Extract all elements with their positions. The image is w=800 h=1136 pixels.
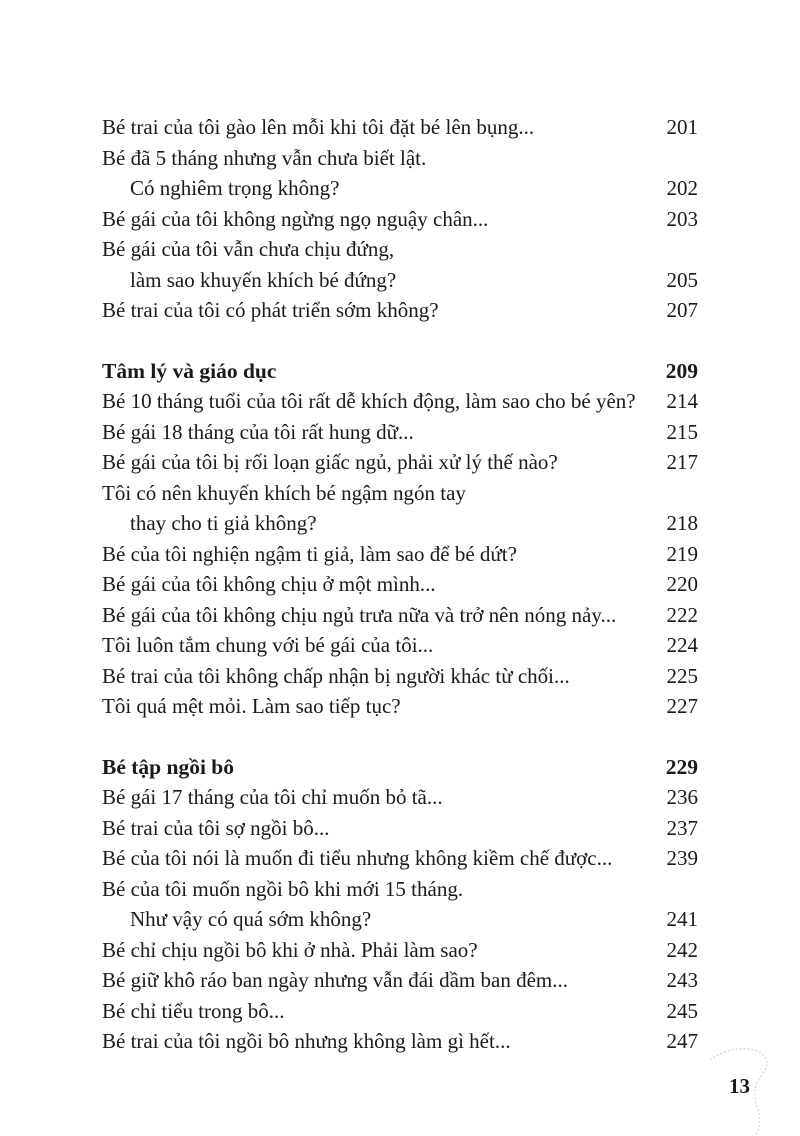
toc-entry[interactable] (102, 539, 698, 570)
toc-entry-page-number: 220 (666, 572, 698, 596)
toc-entry-page-number: 205 (666, 267, 698, 292)
toc-entry-title-line: Bé chỉ chịu ngồi bô khi ở nhà. Phải làm sao? (102, 937, 478, 962)
toc-entry-title-line: Bé gái của tôi bị rối loạn giấc ngủ, phải xử lý thế nào? (102, 450, 558, 474)
toc-entry-page-number: 237 (666, 815, 698, 840)
toc-entry[interactable] (102, 600, 698, 631)
toc-entry-page-number: 207 (666, 298, 698, 322)
toc-entry-title-line: Tôi có nên khuyến khích bé ngậm ngón tay (102, 480, 466, 505)
toc-entry[interactable] (102, 386, 698, 417)
toc-entry-page-number: 224 (666, 633, 698, 657)
toc-entry-title-line: Bé gái 18 tháng của tôi rất hung dữ... (102, 419, 414, 444)
toc-entry-title-line: Bé 10 tháng tuổi của tôi rất dễ khích động, làm sao cho bé yên? (102, 389, 636, 413)
toc-entry-page-number: 219 (666, 541, 698, 566)
section-heading[interactable] (102, 752, 698, 783)
toc-entry-title-line: Bé giữ khô ráo ban ngày nhưng vẫn đái dầm ban đêm... (102, 968, 568, 992)
toc-entry[interactable] (102, 478, 698, 539)
toc-entry-page-number: 218 (666, 511, 698, 535)
section-title: Tâm lý và giáo dục (102, 358, 277, 383)
page-number: 13 (729, 1074, 750, 1098)
toc-entry[interactable] (102, 143, 698, 204)
toc-entry-title-line: Bé đã 5 tháng nhưng vẫn chưa biết lật. (102, 145, 427, 170)
toc-entry[interactable] (102, 843, 698, 874)
toc-entry[interactable] (102, 204, 698, 235)
toc-entry-title-line: Bé gái của tôi không chịu ở một mình... (102, 572, 436, 596)
toc-entry[interactable] (102, 112, 698, 143)
toc-entry[interactable] (102, 295, 698, 326)
toc-entry-page-number: 243 (666, 968, 698, 992)
toc-entry-title-line: Bé của tôi muốn ngồi bô khi mới 15 tháng. (102, 876, 464, 901)
toc-entry-page-number: 236 (666, 785, 698, 809)
toc-entry-title-line: Bé gái của tôi không chịu ngủ trưa nữa và trở nên nóng nảy... (102, 602, 617, 627)
toc-entry-page-number: 241 (666, 907, 698, 931)
toc-entry-page-number: 202 (666, 176, 698, 200)
toc-entry[interactable] (102, 874, 698, 935)
toc-entry-page-number: 203 (666, 206, 698, 231)
toc-entry-page-number: 247 (666, 1029, 698, 1053)
toc-entry[interactable] (102, 691, 698, 722)
toc-entry-title-line: Bé trai của tôi không chấp nhận bị người khác từ chối... (102, 663, 570, 688)
toc-entry-page-number: 201 (666, 115, 698, 139)
toc-entry[interactable] (102, 447, 698, 478)
toc-entry-title-line: Bé chỉ tiểu trong bô... (102, 998, 285, 1023)
toc-entry-title-line: Bé của tôi nói là muốn đi tiểu nhưng không kiềm chế được... (102, 846, 613, 870)
toc-entry[interactable] (102, 935, 698, 966)
toc-entry-page-number: 215 (666, 419, 698, 444)
toc-entry[interactable] (102, 813, 698, 844)
toc-entry[interactable] (102, 234, 698, 295)
section-page-number: 229 (665, 754, 698, 779)
toc-entry-title-line: Bé của tôi nghiện ngậm ti giả, làm sao để bé dứt? (102, 541, 517, 566)
toc-entry[interactable] (102, 569, 698, 600)
page-corner-decoration (700, 1040, 800, 1136)
toc-entry-page-number: 245 (666, 998, 698, 1023)
section-heading[interactable] (102, 356, 698, 387)
toc-entry-page-number: 242 (666, 937, 698, 962)
toc-entry[interactable] (102, 417, 698, 448)
section-title: Bé tập ngồi bô (102, 754, 235, 779)
toc-entry-title-line: Bé trai của tôi sợ ngồi bô... (102, 815, 330, 840)
toc-entry[interactable] (102, 661, 698, 692)
toc-entry[interactable] (102, 782, 698, 813)
toc-entry-title-line: Bé gái của tôi không ngừng ngọ nguậy chân... (102, 206, 489, 231)
toc-entry-title-line: Như vậy có quá sớm không? (130, 907, 372, 931)
toc-entry-title-line: Bé gái của tôi vẫn chưa chịu đứng, (102, 237, 395, 261)
toc-entry[interactable] (102, 1026, 698, 1057)
toc-entry-title-line: Tôi luôn tắm chung với bé gái của tôi... (102, 633, 434, 657)
section-page-number: 209 (665, 358, 698, 383)
toc-entry-page-number: 225 (666, 663, 698, 688)
toc-entry-title-line: Bé trai của tôi ngồi bô nhưng không làm gì hết... (102, 1029, 511, 1053)
toc-entry-title-line: làm sao khuyến khích bé đứng? (130, 267, 397, 292)
toc-entry-page-number: 222 (666, 602, 698, 627)
toc-entry-title-line: Bé gái 17 tháng của tôi chỉ muốn bỏ tã... (102, 785, 443, 809)
toc-entry-page-number: 227 (666, 694, 698, 718)
toc-entry-page-number: 239 (666, 846, 698, 870)
toc-entry[interactable] (102, 996, 698, 1027)
toc-entry-title-line: Có nghiêm trọng không? (130, 176, 340, 200)
toc-entry-title-line: Tôi quá mệt mỏi. Làm sao tiếp tục? (102, 694, 401, 718)
toc-entry[interactable] (102, 965, 698, 996)
toc-entry-title-line: Bé trai của tôi có phát triển sớm không? (102, 298, 439, 322)
toc-entry-page-number: 217 (666, 450, 698, 474)
toc-entry-page-number: 214 (666, 389, 698, 413)
table-of-contents (102, 112, 698, 1057)
toc-entry[interactable] (102, 630, 698, 661)
toc-entry-title-line: thay cho ti giả không? (130, 511, 317, 535)
toc-entry-title-line: Bé trai của tôi gào lên mỗi khi tôi đặt bé lên bụng... (102, 115, 535, 139)
